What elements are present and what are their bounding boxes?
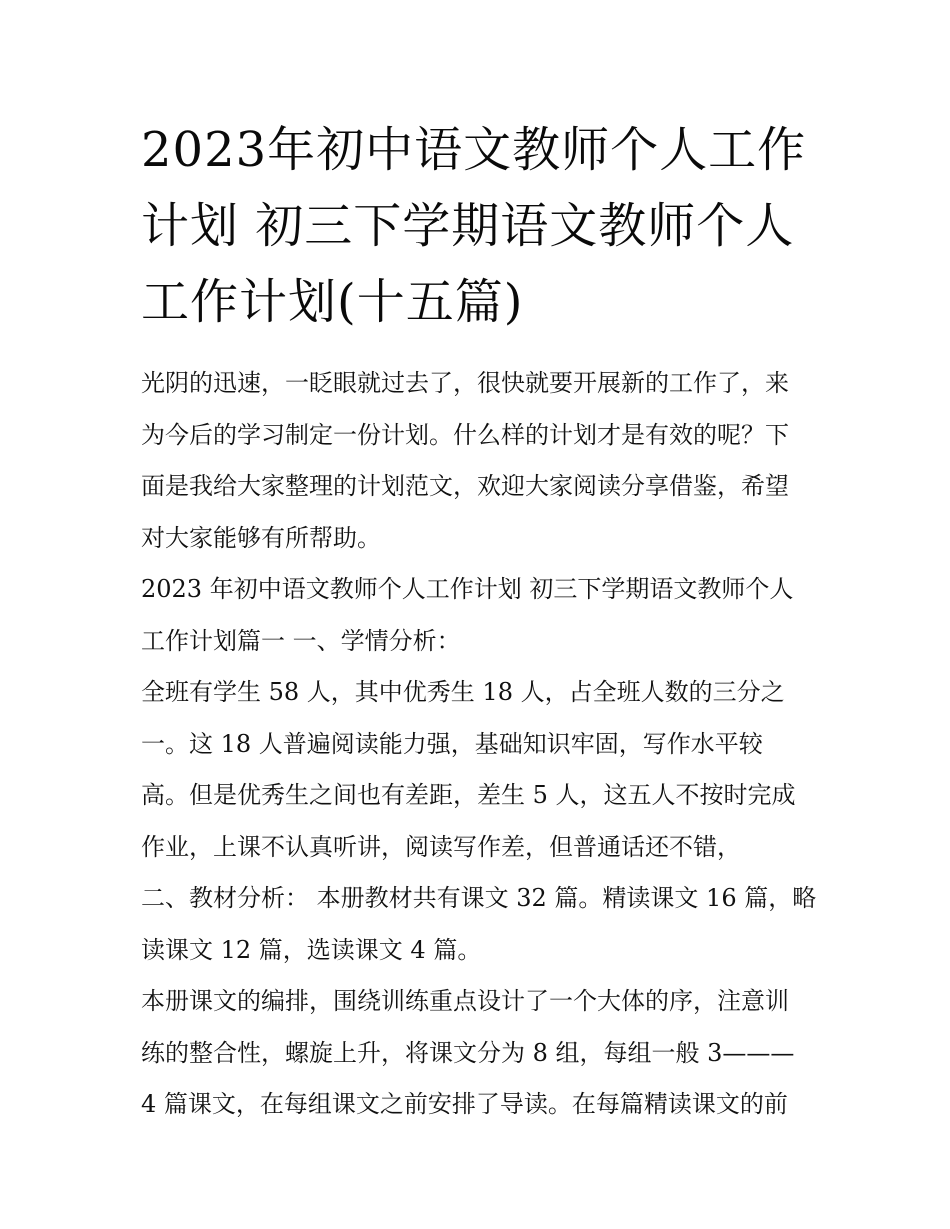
body-line: 练的整合性，螺旋上升，将课文分为 8 组，每组一般 3——— bbox=[141, 1038, 795, 1067]
body-line: 二、教材分析： 本册教材共有课文 32 篇。精读课文 16 篇，略 bbox=[141, 884, 817, 912]
body-line: 一。这 18 人普遍阅读能力强，基础知识牢固，写作水平较 bbox=[141, 729, 763, 758]
body-line: 对大家能够有所帮助。 bbox=[141, 523, 381, 552]
body-line: 面是我给大家整理的计划范文，欢迎大家阅读分享借鉴，希望 bbox=[141, 472, 789, 500]
body-line: 读课文 12 篇，选读课文 4 篇。 bbox=[141, 935, 482, 964]
title-line: 2023年初中语文教师个人工作 bbox=[141, 122, 807, 178]
body-line: 4 篇课文，在每组课文之前安排了导读。在每篇精读课文的前 bbox=[141, 1090, 788, 1118]
body-line: 高。但是优秀生之间也有差距，差生 5 人，这五人不按时完成 bbox=[141, 781, 796, 809]
title-line: 工作计划(十五篇) bbox=[141, 274, 524, 330]
body-line: 2023 年初中语文教师个人工作计划 初三下学期语文教师个人 bbox=[141, 575, 794, 603]
body-line: 为今后的学习制定一份计划。什么样的计划才是有效的呢？下 bbox=[141, 420, 789, 449]
body-line: 工作计划篇一 一、学情分析： bbox=[141, 626, 461, 655]
document-content bbox=[141, 112, 817, 1131]
body-line: 光阴的迅速，一眨眼就过去了，很快就要开展新的工作了，来 bbox=[141, 369, 789, 397]
body-line: 作业，上课不认真听讲，阅读写作差，但普通话还不错， bbox=[141, 832, 741, 861]
document-body bbox=[141, 358, 817, 1131]
document-title bbox=[141, 112, 813, 340]
body-line: 本册课文的编排，围绕训练重点设计了一个大体的序，注意训 bbox=[141, 987, 789, 1015]
body-line: 全班有学生 58 人，其中优秀生 18 人，占全班人数的三分之 bbox=[141, 678, 785, 706]
title-line: 计划 初三下学期语文教师个人 bbox=[141, 198, 795, 254]
